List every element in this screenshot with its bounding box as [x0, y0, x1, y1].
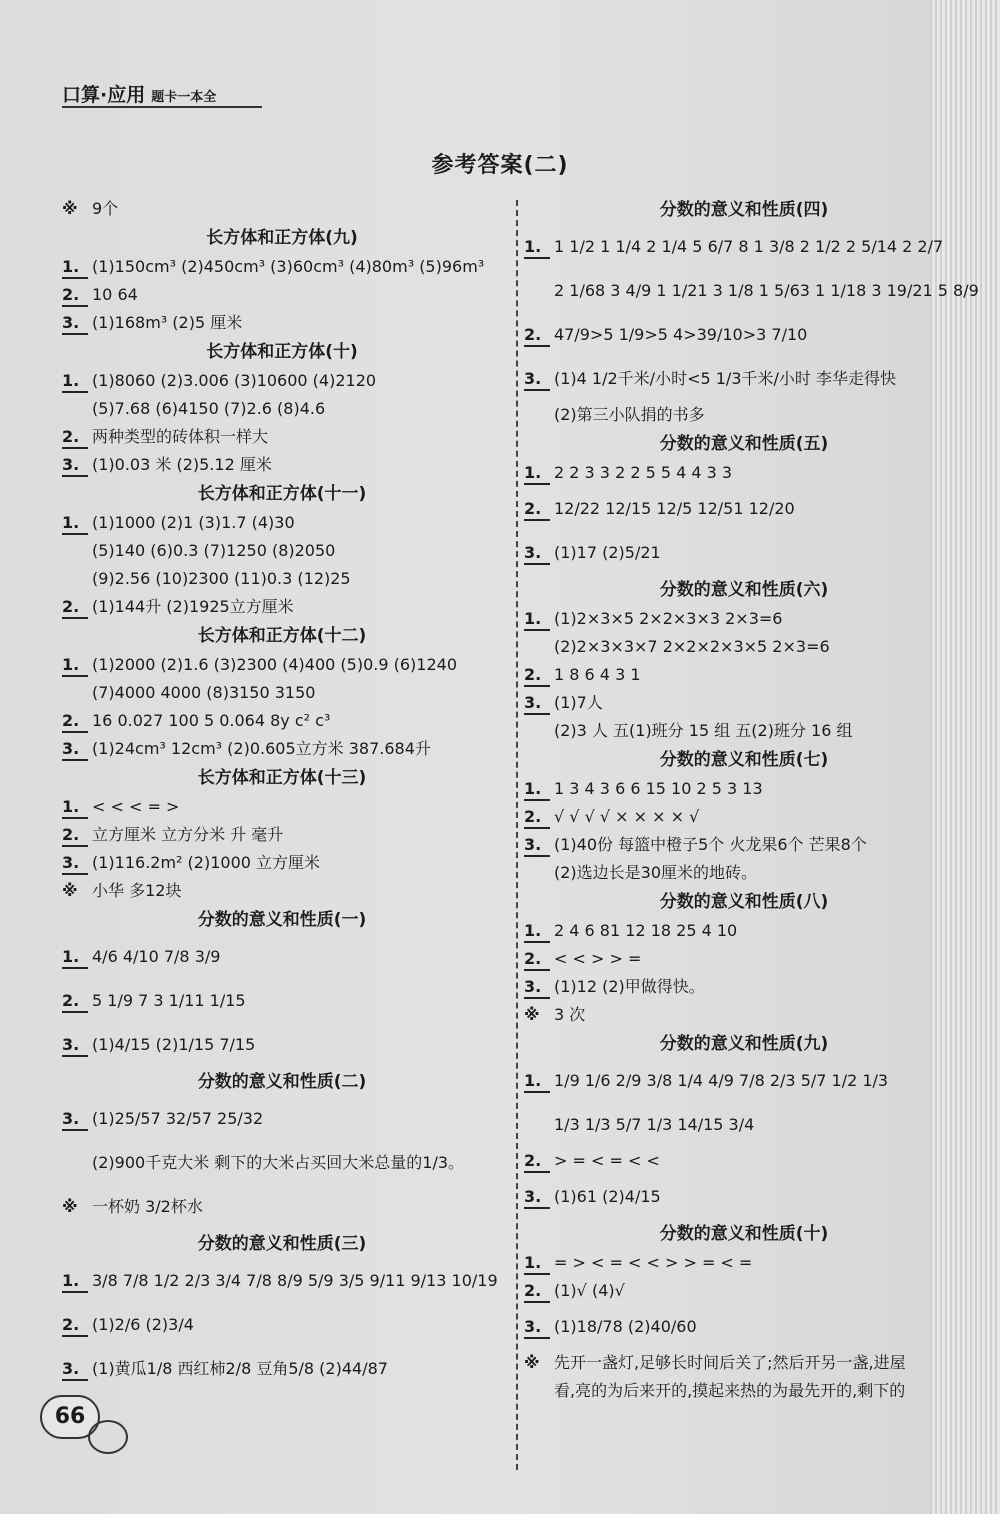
answer-line [524, 225, 964, 269]
answers-right-column [524, 195, 979, 1405]
question-number: 3. [62, 455, 88, 477]
section-heading: 长方体和正方体(九) [206, 228, 358, 248]
answer-text: 1 8 6 4 3 1 [554, 665, 641, 684]
answer-text: (2)2×3×3×7 2×2×2×3×5 2×3=6 [554, 637, 830, 656]
section-heading: 分数的意义和性质(六) [659, 580, 829, 600]
answer-line [524, 313, 964, 357]
answer-text: 两种类型的砖体积一样大 [92, 427, 269, 446]
question-number: 3. [524, 543, 550, 565]
answer-text: (1)61 (2)4/15 [554, 1187, 661, 1206]
question-number: 2. [62, 285, 88, 307]
answer-text: (5)140 (6)0.3 (7)1250 (8)2050 [92, 541, 336, 560]
page-number: 66 [40, 1395, 100, 1439]
question-number: 1. [524, 237, 550, 259]
answer-line [62, 593, 502, 621]
answer-text: 1/3 1/3 5/7 1/3 14/15 3/4 [554, 1115, 755, 1134]
answer-line [62, 707, 502, 735]
answer-line [524, 689, 964, 717]
answer-text: 4/6 4/10 7/8 3/9 [92, 947, 221, 966]
question-number: 1. [62, 257, 88, 279]
answer-text: (1)1000 (2)1 (3)1.7 (4)30 [92, 513, 295, 532]
question-number: ※ [62, 1197, 78, 1216]
answer-text: 1/9 1/6 2/9 3/8 1/4 4/9 7/8 2/3 5/7 1/2 1/3 [554, 1071, 889, 1090]
answer-text: (1)40份 每篮中橙子5个 火龙果6个 芒果8个 [554, 835, 867, 854]
answer-line [62, 309, 502, 337]
question-number: 2. [524, 1281, 550, 1303]
answer-line [62, 849, 502, 877]
answer-text: 3/8 7/8 1/2 2/3 3/4 7/8 8/9 5/9 3/5 9/11 9/13 10/19 [92, 1271, 498, 1290]
question-number: 3. [524, 1187, 550, 1209]
answer-text: 先开一盏灯,足够长时间后关了;然后开另一盏,进屋 [554, 1353, 906, 1372]
answer-text: 2 4 6 81 12 18 25 4 10 [554, 921, 738, 940]
answer-line [62, 679, 502, 707]
answer-text: 2 1/68 3 4/9 1 1/21 3 1/8 1 5/63 1 1/18 3 19/21 5 8/9 [554, 281, 979, 300]
answer-line [524, 401, 964, 429]
answer-line [62, 509, 502, 537]
answer-line [524, 1001, 964, 1029]
question-number: 2. [524, 949, 550, 971]
answer-text: (1)17 (2)5/21 [554, 543, 661, 562]
answer-text: > = < = < < [554, 1151, 660, 1170]
answer-text: 1 1/2 1 1/4 2 1/4 5 6/7 8 1 3/8 2 1/2 2 5/14 2 2/7 [554, 237, 944, 256]
answer-line [62, 1347, 502, 1391]
question-number: 1. [524, 1253, 550, 1275]
book-title: 口算·应用 [62, 84, 146, 106]
answer-text: 看,亮的为后来开的,摸起来热的为最先开的,剩下的 [554, 1381, 906, 1400]
answer-line [62, 537, 502, 565]
answer-text: 10 64 [92, 285, 138, 304]
answer-text: 小华 多12块 [92, 881, 182, 900]
answer-text: 5 1/9 7 3 1/11 1/15 [92, 991, 246, 1010]
answer-text: (1)24cm³ 12cm³ (2)0.605立方米 387.684升 [92, 739, 431, 758]
answer-line [62, 821, 502, 849]
answer-text: (1)7人 [554, 693, 603, 712]
answer-line [62, 195, 502, 223]
answer-line [524, 1349, 964, 1377]
section-heading: 分数的意义和性质(三) [197, 1234, 367, 1254]
question-number: 3. [62, 1109, 88, 1131]
question-number: 2. [62, 991, 88, 1013]
answer-line [524, 717, 964, 745]
answer-line [524, 661, 964, 689]
question-number: 2. [62, 597, 88, 619]
question-number: 3. [524, 977, 550, 999]
answer-line [524, 1103, 964, 1147]
answer-text: = > < = < < > > = < = [554, 1253, 753, 1272]
answer-text: (1)2000 (2)1.6 (3)2300 (4)400 (5)0.9 (6)1240 [92, 655, 457, 674]
answer-text: (1)0.03 米 (2)5.12 厘米 [92, 455, 272, 474]
question-number: 1. [62, 1271, 88, 1293]
answer-text: (1)4/15 (2)1/15 7/15 [92, 1035, 256, 1054]
question-number: 2. [524, 665, 550, 687]
header-rule [62, 106, 262, 108]
question-number: 2. [62, 825, 88, 847]
answers-left-column [62, 195, 502, 1391]
question-number: 2. [62, 1315, 88, 1337]
question-number: 3. [62, 1035, 88, 1057]
section-heading: 分数的意义和性质(五) [659, 434, 829, 454]
answer-text: 16 0.027 100 5 0.064 8y c² c³ [92, 711, 331, 730]
answer-line [62, 1097, 502, 1141]
answer-text: (1)25/57 32/57 25/32 [92, 1109, 264, 1128]
answer-line [524, 1249, 964, 1277]
answer-line [524, 1175, 964, 1219]
mascot-icon [88, 1420, 128, 1454]
question-number: 3. [62, 853, 88, 875]
answer-text: (1)√ (4)√ [554, 1281, 625, 1300]
answer-text: < < > > = [554, 949, 642, 968]
answer-text: 9个 [92, 199, 119, 218]
answer-line [524, 1305, 964, 1349]
answer-line [62, 451, 502, 479]
answer-text: (1)18/78 (2)40/60 [554, 1317, 697, 1336]
answer-line [524, 803, 964, 831]
question-number: ※ [524, 1005, 540, 1024]
answer-text: (1)116.2m² (2)1000 立方厘米 [92, 853, 321, 872]
answer-line [524, 1147, 964, 1175]
answer-text: 12/22 12/15 12/5 12/51 12/20 [554, 499, 795, 518]
answer-text: 1 3 4 3 6 6 15 10 2 5 3 13 [554, 779, 763, 798]
question-number: 1. [62, 513, 88, 535]
answer-line [62, 793, 502, 821]
answer-line [524, 973, 964, 1001]
answer-text: (2)第三小队捐的书多 [554, 405, 705, 424]
answer-text: (1)168m³ (2)5 厘米 [92, 313, 243, 332]
answer-line [524, 1277, 964, 1305]
question-number: 1. [524, 463, 550, 485]
question-number: 1. [62, 371, 88, 393]
question-number: 1. [524, 779, 550, 801]
question-number: 3. [524, 1317, 550, 1339]
answer-line [524, 775, 964, 803]
answer-line [524, 269, 979, 313]
answer-line [524, 945, 964, 973]
answer-line [524, 357, 964, 401]
section-heading: 分数的意义和性质(九) [659, 1034, 829, 1054]
answer-line [62, 1185, 502, 1229]
question-number: 1. [62, 797, 88, 819]
answer-text: 立方厘米 立方分米 升 毫升 [92, 825, 284, 844]
question-number: 1. [524, 609, 550, 631]
answer-line [524, 1059, 964, 1103]
answer-text: (1)2/6 (2)3/4 [92, 1315, 194, 1334]
question-number: 2. [62, 427, 88, 449]
question-number: 1. [524, 1071, 550, 1093]
answer-line [62, 935, 502, 979]
answer-text: (1)144升 (2)1925立方厘米 [92, 597, 294, 616]
question-number: 1. [62, 655, 88, 677]
answer-text: < < < = > [92, 797, 180, 816]
answer-text: √ √ √ √ × × × × √ [554, 807, 700, 826]
section-heading: 分数的意义和性质(七) [659, 750, 829, 770]
section-heading: 长方体和正方体(十一) [197, 484, 367, 504]
page-title: 参考答案(二) [431, 153, 569, 178]
question-number: 1. [62, 947, 88, 969]
answer-text: (1)150cm³ (2)450cm³ (3)60cm³ (4)80m³ (5)96m³ [92, 257, 485, 276]
answer-text: (9)2.56 (10)2300 (11)0.3 (12)25 [92, 569, 351, 588]
question-number: 2. [62, 711, 88, 733]
question-number: 3. [524, 693, 550, 715]
answer-line [62, 1259, 502, 1303]
question-number: 2. [524, 1151, 550, 1173]
answer-text: (1)黄瓜1/8 西红柿2/8 豆角5/8 (2)44/87 [92, 1359, 388, 1378]
question-number: 2. [524, 499, 550, 521]
section-heading: 分数的意义和性质(八) [659, 892, 829, 912]
answer-line [62, 253, 502, 281]
answer-line [524, 633, 964, 661]
answer-line [524, 859, 964, 887]
answer-line [62, 979, 502, 1023]
answer-line [62, 1141, 502, 1185]
section-heading: 长方体和正方体(十二) [197, 626, 367, 646]
answer-text: (1)8060 (2)3.006 (3)10600 (4)2120 [92, 371, 377, 390]
answer-line [62, 877, 502, 905]
column-divider [516, 200, 518, 1470]
question-number: ※ [62, 199, 78, 218]
answer-line [62, 735, 502, 763]
answer-text: (1)4 1/2千米/小时<5 1/3千米/小时 李华走得快 [554, 369, 896, 388]
section-heading: 长方体和正方体(十) [206, 342, 358, 362]
answer-text: (2)选边长是30厘米的地砖。 [554, 863, 758, 882]
answer-text: 一杯奶 3/2杯水 [92, 1197, 203, 1216]
answer-text: (7)4000 4000 (8)3150 3150 [92, 683, 316, 702]
section-heading: 分数的意义和性质(十) [659, 1224, 829, 1244]
question-number: 2. [524, 807, 550, 829]
question-number: 3. [62, 739, 88, 761]
answer-text: (1)12 (2)甲做得快。 [554, 977, 705, 996]
answer-line [524, 831, 964, 859]
answer-line [62, 281, 502, 309]
answer-text: 47/9>5 1/9>5 4>39/10>3 7/10 [554, 325, 808, 344]
answer-line [62, 423, 502, 451]
answer-line [62, 651, 502, 679]
answer-line [524, 459, 964, 487]
answer-line [524, 531, 964, 575]
section-heading: 长方体和正方体(十三) [197, 768, 367, 788]
question-number: ※ [62, 881, 78, 900]
section-heading: 分数的意义和性质(二) [197, 1072, 367, 1092]
section-heading: 分数的意义和性质(一) [197, 910, 367, 930]
answer-text: (5)7.68 (6)4150 (7)2.6 (8)4.6 [92, 399, 326, 418]
question-number: ※ [524, 1353, 540, 1372]
question-number: 2. [524, 325, 550, 347]
answer-text: (2)3 人 五(1)班分 15 组 五(2)班分 16 组 [554, 721, 853, 740]
answer-line [524, 917, 964, 945]
book-header [62, 80, 216, 107]
answer-line [524, 487, 964, 531]
question-number: 3. [62, 1359, 88, 1381]
answer-line [62, 565, 502, 593]
question-number: 3. [524, 835, 550, 857]
answer-text: (1)2×3×5 2×2×3×3 2×3=6 [554, 609, 783, 628]
book-subtitle: 题卡一本全 [151, 90, 217, 105]
answer-text: 2 2 3 3 2 2 5 5 4 4 3 3 [554, 463, 733, 482]
answer-line [62, 395, 502, 423]
answer-line [524, 1377, 964, 1405]
answer-line [62, 1023, 502, 1067]
question-number: 3. [62, 313, 88, 335]
answer-text: 3 次 [554, 1005, 586, 1024]
watermark-logo [800, 1440, 980, 1500]
question-number: 3. [524, 369, 550, 391]
question-number: 1. [524, 921, 550, 943]
section-heading: 分数的意义和性质(四) [659, 200, 829, 220]
answer-line [62, 1303, 502, 1347]
answer-line [62, 367, 502, 395]
answer-text: (2)900千克大米 剩下的大米占买回大米总量的1/3。 [92, 1153, 465, 1172]
answer-line [524, 605, 964, 633]
